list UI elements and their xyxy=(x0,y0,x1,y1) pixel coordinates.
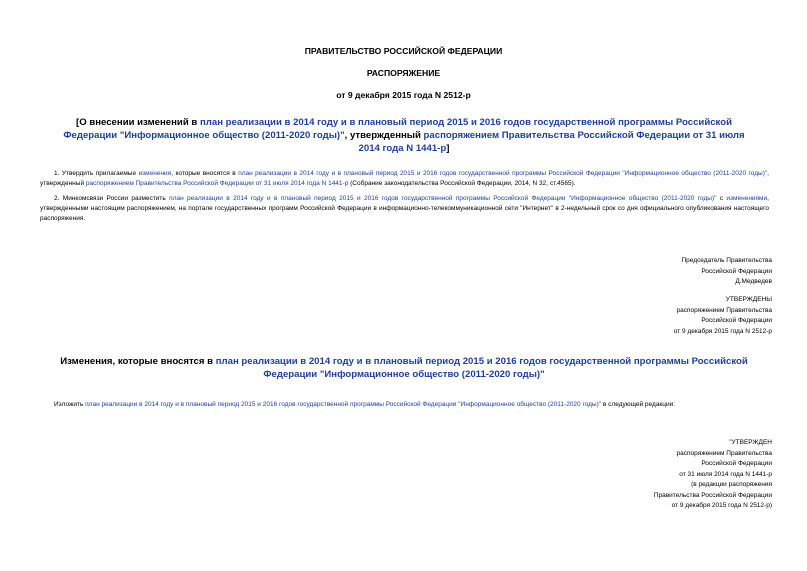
approval-line: УТВЕРЖДЕНЫ xyxy=(725,296,772,303)
statement-plan-link[interactable]: план реализации в 2014 году и в плановый период 2015 и 2016 годов государственной программы Российской Федерации "Информационное общество (2011-2020 годы)" xyxy=(85,401,602,408)
paragraph-1 xyxy=(40,169,769,189)
approval-line: Российской Федерации xyxy=(701,317,772,324)
approval-block-2 xyxy=(654,438,772,512)
document-date-number: от 9 декабря 2015 года N 2512-р xyxy=(336,90,471,100)
approval2-line: (в редакции распоряжения xyxy=(691,481,772,488)
p2-plan-link[interactable]: план реализации в 2014 году и в плановый период 2015 и 2016 годов государственной программы Российской Федерации "Информационное общество (2011-2020 годы)" xyxy=(169,195,717,202)
approval2-line: от 9 декабря 2015 года N 2512-р) xyxy=(671,502,772,509)
p2-text-3: , утвержденными настоящим распоряжением, на портале государственных программ Российской Федерации в информационно-телекоммуникационной сети "Интернет" в 2-недельный срок со дня официального опубликования настоящего распоряжения. xyxy=(40,195,769,222)
p2-changes-link[interactable]: изменениями xyxy=(726,195,768,202)
p1-plan-link[interactable]: план реализации в 2014 году и в плановый период 2015 и 2016 годов государственной программы Российской Федерации "Информационное общество (2011-2020 годы)" xyxy=(238,170,768,177)
p1-text-3: , утвержденный xyxy=(40,170,769,187)
p1-text-4: (Собрание законодательства Российской Федерации, 2014, N 32, ст.4565). xyxy=(348,180,576,187)
p1-text-2: , которые вносятся в xyxy=(171,170,239,177)
p1-order-link[interactable]: распоряжением Правительства Российской Федерации от 31 июля 2014 года N 1441-р xyxy=(85,180,349,187)
p1-text-1: 1. Утвердить прилагаемые xyxy=(54,170,139,177)
title-close: ] xyxy=(446,143,450,154)
p2-text-1: 2. Минкомсвязи России разместить xyxy=(54,195,170,202)
approval-block xyxy=(674,295,772,337)
approval-line: распоряжением Правительства xyxy=(676,306,772,314)
statement-paragraph xyxy=(54,400,774,410)
signature-line: Д.Медведев xyxy=(735,278,772,285)
approval2-line: распоряжением Правительства xyxy=(676,449,772,457)
title-plan-link[interactable]: план реализации в 2014 году и в плановый период 2015 и 2016 годов государственной программы Российской Федерации "Информационное общество (2011-2020 годы)" xyxy=(63,117,732,141)
approval2-line: "УТВЕРЖДЕН xyxy=(729,439,772,446)
approval2-line: от 31 июля 2014 года N 1441-р xyxy=(679,470,772,478)
title-mid: , утвержденный xyxy=(344,130,424,141)
document-type: РАСПОРЯЖЕНИЕ xyxy=(366,68,441,78)
approval-line: от 9 декабря 2015 года N 2512-р xyxy=(673,327,772,335)
changes-title-text: Изменения, которые вносятся в xyxy=(60,356,216,367)
government-heading: ПРАВИТЕЛЬСТВО РОССИЙСКОЙ ФЕДЕРАЦИИ xyxy=(304,46,503,56)
changes-title-plan-link[interactable]: план реализации в 2014 году и в плановый период 2015 и 2016 годов государственной программы Российской Федерации "Информационное общество (2011-2020 годы)" xyxy=(215,356,748,380)
signature-line: Российской Федерации xyxy=(701,267,772,275)
title-order-link[interactable]: распоряжением Правительства Российской Федерации от 31 июля 2014 года N 1441-р xyxy=(358,130,745,154)
statement-text-1: Изложить xyxy=(54,401,86,408)
statement-text-2: в следующей редакции: xyxy=(601,401,676,408)
document-title xyxy=(62,116,746,155)
approval2-line: Российской Федерации xyxy=(701,460,772,467)
approval2-line: Правительства Российской Федерации xyxy=(653,491,772,499)
p2-text-2: с xyxy=(716,195,727,202)
signature-block xyxy=(681,256,772,288)
signature-line: Председатель Правительства xyxy=(681,257,772,264)
title-open: [О внесении изменений в xyxy=(76,117,200,128)
changes-title xyxy=(58,355,750,381)
paragraph-2 xyxy=(40,194,769,224)
p1-changes-link[interactable]: изменения xyxy=(138,170,172,177)
